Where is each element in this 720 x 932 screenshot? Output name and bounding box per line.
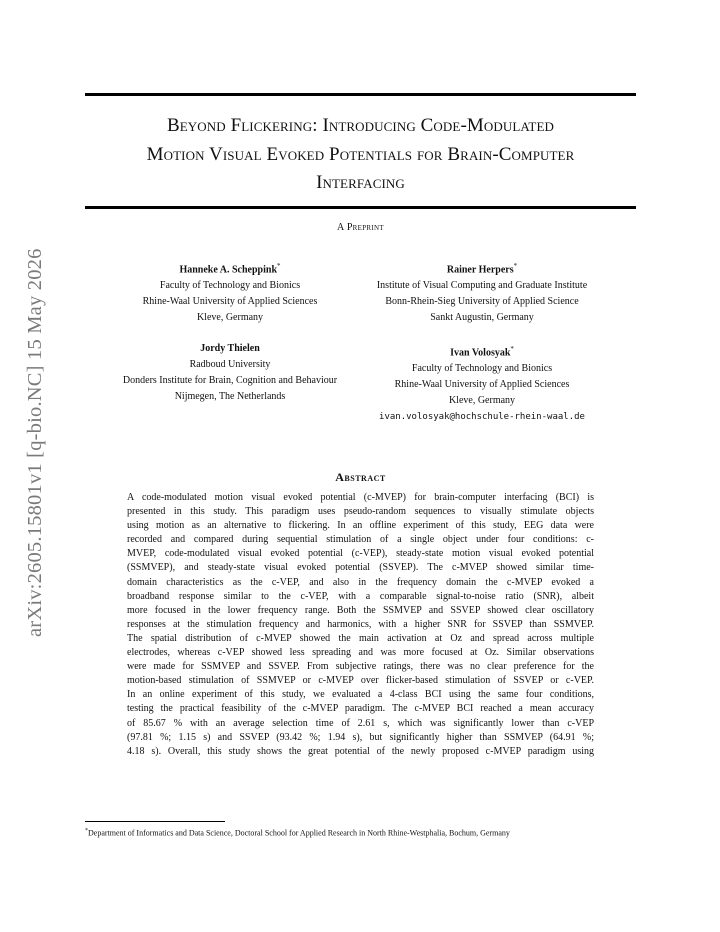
preprint-label: A Preprint xyxy=(337,222,384,233)
title-line: Motion Visual Evoked Potentials for Brain-Computer xyxy=(146,143,575,165)
abstract-line: more focused in the lower frequency range. Both the SSMVEP and SSVEP showed clear oscillatory xyxy=(127,604,594,616)
abstract-line: (SSMVEP), and steady-state visual evoked potential (SSVEP). The c-MVEP showed similar time- xyxy=(127,562,594,574)
abstract-line: recorded and compared during sequential stimulation of a single object under four conditions: c- xyxy=(127,534,594,546)
abstract-line: electrodes, whereas c-VEP showed less spreading and was more focused at Oz. Similar observations xyxy=(127,647,594,659)
footnote-mark[interactable]: * xyxy=(277,262,281,270)
abstract-line: were made for SSMVEP and SSVEP. From subjective ratings, there was no clear preference for the xyxy=(127,661,594,673)
author-email-link[interactable]: ivan.volosyak@hochschule-rhein-waal.de xyxy=(379,412,585,423)
abstract-line: presented in this study. This paradigm uses pseudo-random sequences to visually stimulate objects xyxy=(127,506,594,518)
author-affiliation: Bonn-Rhein-Sieg University of Applied Science xyxy=(385,296,579,308)
abstract-line: A code-modulated motion visual evoked potential (c-MVEP) for brain-computer interfacing (BCI) is xyxy=(127,492,594,503)
footnote-mark[interactable]: * xyxy=(510,345,514,353)
abstract-body xyxy=(127,491,594,759)
title-top-rule xyxy=(85,93,636,96)
abstract-line: motion-based stimulation of SSMVEP or c-MVEP over flicker-based stimulation of SSVEP or c-VEP. xyxy=(127,675,594,687)
author-affiliation: Radboud University xyxy=(189,359,271,370)
author-affiliation: Faculty of Technology and Bionics xyxy=(411,363,553,375)
author-name: Jordy Thielen xyxy=(200,343,260,354)
footnote-mark[interactable]: * xyxy=(513,262,518,270)
author-block xyxy=(351,341,613,425)
abstract-line: domain characteristics as the c-VEP, and also in the frequency domain the c-MVEP evoked a xyxy=(127,576,594,588)
abstract-heading: Abstract xyxy=(335,470,386,484)
abstract-line: broadband response similar to the c-VEP, with a comparable signal-to-noise ratio (SNR), albeit xyxy=(127,590,594,602)
abstract-line: MVEP, code-modulated visual evoked potential (c-VEP), steady-state motion visual evoked potential xyxy=(127,548,594,560)
author-location: Sankt Augustin, Germany xyxy=(430,312,534,324)
author-location: Kleve, Germany xyxy=(448,395,516,407)
abstract-line: The spatial distribution of c-MVEP showed the main activation at Oz and spread across multiple xyxy=(127,632,594,644)
author-affiliation: Faculty of Technology and Bionics xyxy=(159,280,301,292)
author-affiliation: Rhine-Waal University of Applied Sciences xyxy=(394,379,570,391)
author-location: Nijmegen, The Netherlands xyxy=(174,391,286,402)
author-affiliation: Rhine-Waal University of Applied Sciences xyxy=(142,296,318,308)
author-affiliation: Institute of Visual Computing and Graduate Institute xyxy=(376,280,588,292)
abstract-line: using motion as an alternative to flickering. In an offline experiment of this study, EEG data were xyxy=(127,520,594,532)
footnote xyxy=(85,825,636,840)
author-block xyxy=(100,341,360,405)
footnote-mark: * xyxy=(85,828,88,834)
abstract-line: testing the practical feasibility of the c-MVEP paradigm. The c-MVEP BCI reached a mean accuracy xyxy=(127,703,594,715)
author-location: Kleve, Germany xyxy=(196,312,264,324)
abstract-line: (97.81 %; 1.15 s) and SSVEP (93.42 %; 1.94 s), but significantly higher than SSMVEP (64.91 %; xyxy=(127,731,594,743)
author-name: Rainer Herpers* xyxy=(446,262,518,276)
arxiv-stamp[interactable]: arXiv:2605.15801v1 [q-bio.NC] 15 May 2026 xyxy=(24,248,46,637)
title-line: Beyond Flickering: Introducing Code-Modulated xyxy=(166,115,554,136)
author-name: Ivan Volosyak* xyxy=(450,345,514,359)
author-affiliation: Donders Institute for Brain, Cognition and Behaviour xyxy=(122,375,338,386)
title-bottom-rule xyxy=(85,206,636,209)
author-block xyxy=(100,258,360,326)
author-block xyxy=(351,258,613,326)
title-line: Interfacing xyxy=(316,172,405,193)
abstract-line: of 85.67 % with an average selection time of 2.61 s, which was significantly lower than c-VEP xyxy=(127,717,594,729)
abstract-line: In an online experiment of this study, we evaluated a 4-class BCI using the same four conditions, xyxy=(127,689,594,701)
author-name: Hanneke A. Scheppink* xyxy=(179,262,281,276)
footnote-text: Department of Informatics and Data Science, Doctoral School for Applied Research in North Rhine-Westphalia, Bochum, Germany xyxy=(88,828,510,838)
abstract-line: responses at the stimulation frequency and harmonics, with a higher SNR for SSVEP than SSMVEP. xyxy=(127,618,594,630)
paper-title xyxy=(85,112,636,198)
abstract-line: 4.18 s). Overall, this study shows the great potential of the newly proposed c-MVEP paradigm using xyxy=(127,745,594,757)
footnote-rule xyxy=(85,821,225,822)
